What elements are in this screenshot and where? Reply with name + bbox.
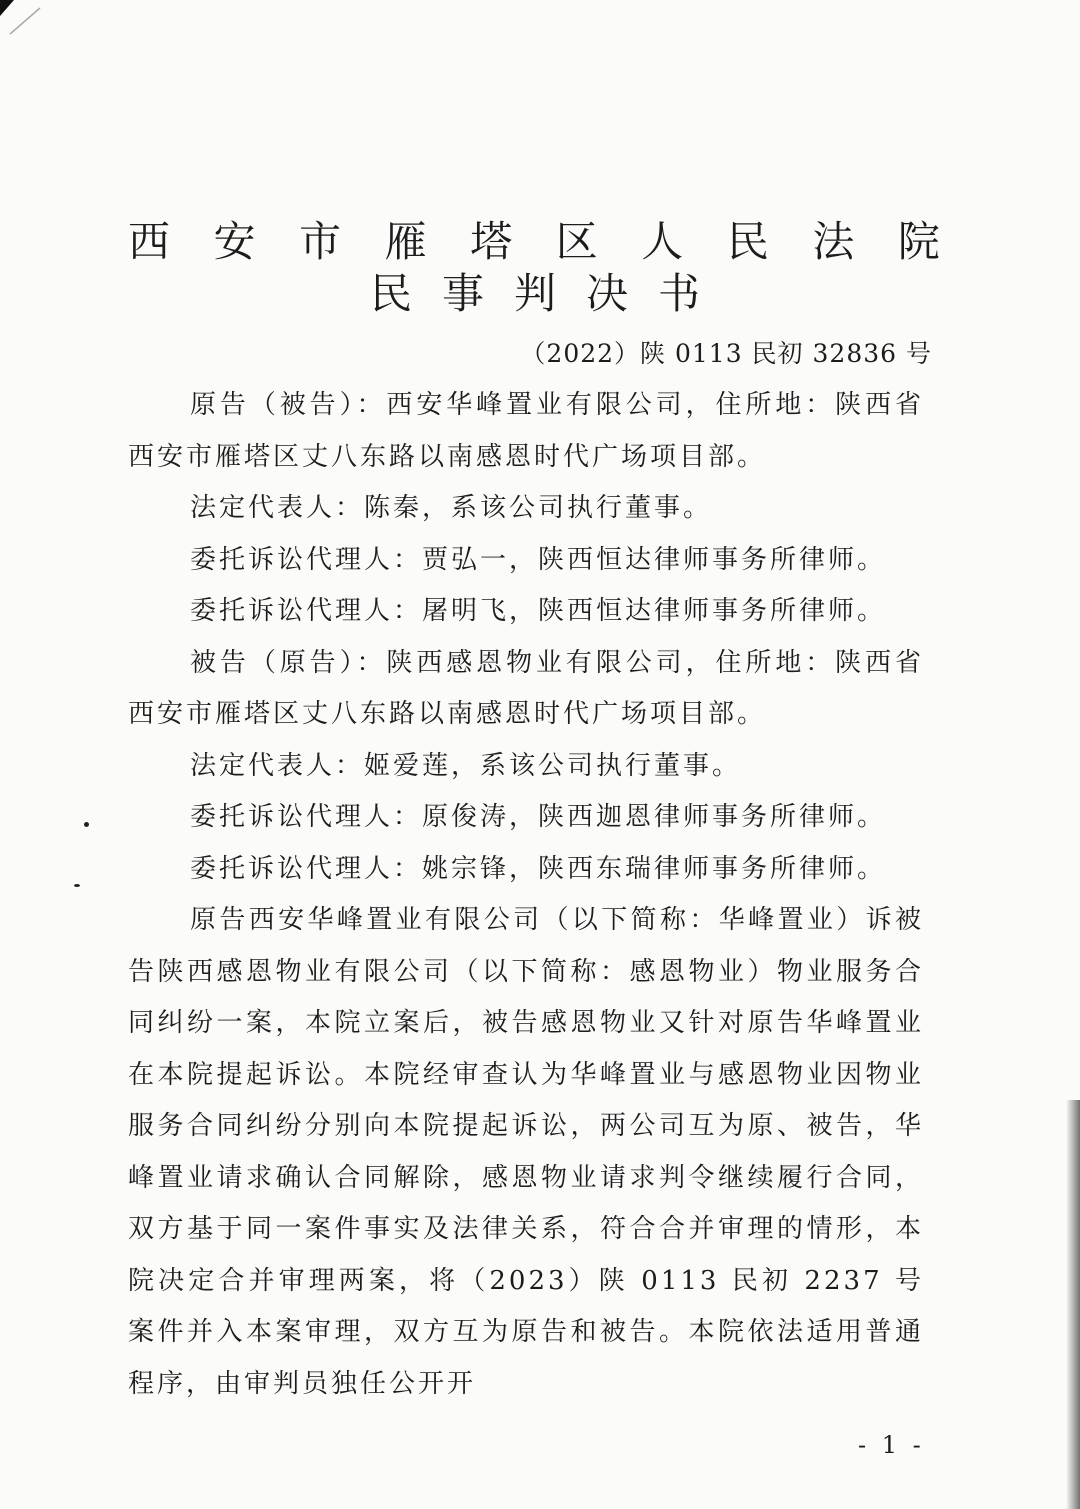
plaintiff-paragraph: 原告（被告）：西安华峰置业有限公司，住所地：陕西省西安市雁塔区丈八东路以南感恩时代广场项目部。 [128,390,924,472]
title-char: 民 [370,269,413,318]
court-name-char: 人 [641,217,684,266]
title-char: 决 [585,269,628,318]
title-char: 判 [513,269,556,318]
plaintiff-agent: 委托诉讼代理人：贾弘一，陕西恒达律师事务所律师。 [190,544,887,575]
court-name-char: 区 [555,217,598,266]
case-number: （2022）陕 0113 民初 32836 号 [520,339,932,368]
court-name-char: 雁 [384,217,427,266]
court-name [128,212,940,272]
court-name-char: 法 [812,217,855,266]
title-char: 事 [441,269,484,318]
scan-edge-shadow [1066,1100,1080,1509]
case-background-paragraph: 原告西安华峰置业有限公司（以下简称：华峰置业）诉被告陕西感恩物业有限公司（以下简称：感恩物业）物业服务合同纠纷一案，本院立案后，被告感恩物业又针对原告华峰置业在本院提起诉讼。本院经审查认为华峰置业与感恩物业因物业服务合同纠纷分别向本院提起诉讼，两公司互为原、被告，华峰置业请求确认合同解除，感恩物业请求判令继续履行合同，双方基于同一案件事实及法律关系，符合合并审理的情形，本院决定合并审理两案，将（2023）陕 0113 民初 2237 号案件并入本案审理，双方互为原告和被告。本院依法适用普通程序，由审判员独任公开开 [128,905,924,1399]
defendant-agent: 委托诉讼代理人：原俊涛，陕西迦恩律师事务所律师。 [190,802,887,832]
court-name-char: 市 [299,217,342,266]
plaintiff-agent: 委托诉讼代理人：屠明飞，陕西恒达律师事务所律师。 [190,596,887,626]
document-title [370,264,700,324]
document-body [128,380,924,1410]
scan-speck [74,884,80,887]
title-char: 书 [657,269,700,318]
scan-speck [84,822,89,827]
court-name-char: 安 [213,217,256,266]
court-name-char: 塔 [470,217,513,266]
defendant-legal-rep: 法定代表人：姬爱莲，系该公司执行董事。 [190,750,742,781]
court-name-char: 民 [726,217,769,266]
court-name-char: 院 [897,217,940,266]
court-name-char: 西 [128,217,171,266]
page-number: - 1 - [858,1431,925,1459]
plaintiff-legal-rep: 法定代表人：陈秦，系该公司执行董事。 [190,493,713,523]
scan-corner-mark [0,0,60,60]
defendant-agent: 委托诉讼代理人：姚宗锋，陕西东瑞律师事务所律师。 [190,853,887,884]
defendant-paragraph: 被告（原告）：陕西感恩物业有限公司，住所地：陕西省西安市雁塔区丈八东路以南感恩时代广场项目部。 [128,647,924,729]
